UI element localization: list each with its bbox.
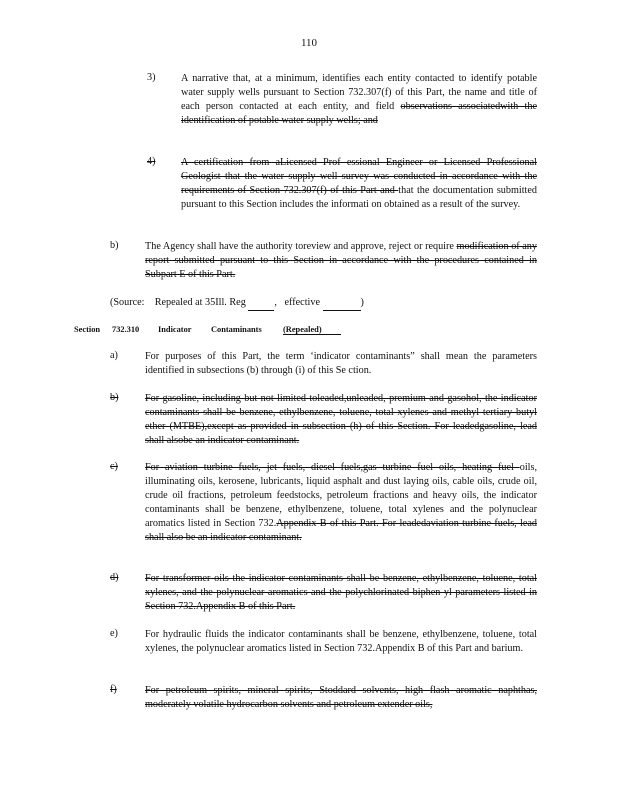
item-4-text-part2: that the documentation submitted pursuant to this Section includes the informati on obtained as a result of the survey.: [181, 185, 537, 210]
section-number: 732.310: [112, 325, 140, 334]
source-prefix: (Source:: [110, 297, 145, 308]
subsection-a-part1: For purposes of this Part, the term ‘indicator contaminants” shall mean the parameters identified in subsections (b) through (i) of this Se ction.: [145, 351, 537, 376]
item-b-text: [145, 240, 537, 282]
item-4-text: [181, 156, 537, 212]
source-repealed: Repealed at 35Ill. Reg: [154, 297, 246, 308]
subsection-a-text: [145, 350, 537, 378]
subsection-c-part2: oils, illuminating oils, kerosene, lubricants, liquid asphalt and dust laying oils, cable oils, crude oil, crude oil fractions, petroleum feedstocks, petroleum fractions and heavy oils, the indicator contaminants shall be benzene, ethylbenzene, toluene, total xylenes and the polynuclear aromatics listed in Section 732.: [145, 462, 537, 529]
source-note: (Source: Repealed at 35Ill. Reg , effective ): [110, 296, 364, 311]
subsection-label-d: d): [110, 572, 119, 583]
blank-effective: [323, 296, 361, 311]
section-title-1: Indicator: [158, 325, 192, 334]
subsection-b-text: [145, 392, 537, 448]
subsection-d-text: [145, 572, 537, 614]
subsection-label-b: b): [110, 392, 119, 403]
source-effective: effective: [284, 297, 320, 308]
item-3-text-part1: A narrative that, at a minimum, identifies each entity contacted to identify potable water supply wells pursuant to Section 732.307(f) of this Part, the name and title of each person contacted at each entity, and field: [181, 73, 537, 112]
section-heading: [74, 325, 544, 339]
item-4-text-struck: A certification from aLicensed Prof essional Engineer or Licensed Professional Geologist that the water supply well survey was conducted in accordance with the requirements of Section 732.307(f) of this Part and: [181, 157, 537, 196]
subsection-label-a: a): [110, 350, 118, 361]
subsection-c-struck-2: Appendix B of this Part. For leadedaviation turbine fuels, lead shall also be an indicator contaminant.: [145, 518, 537, 543]
subsection-c-struck-1: For aviation turbine fuels, jet fuels, diesel fuels,gas turbine fuel oils, heating fuel: [145, 462, 520, 473]
item-label-b: b): [110, 240, 119, 251]
item-b-text-part1: The Agency shall have the authority toreview and approve, reject or require: [145, 241, 457, 252]
subsection-b-struck: For gasoline, including but not limited toleaded,unleaded, premium and gasohol, the indicator contaminants shall be benzene, ethylbenzene, toluene, total xylenes and methyl tertiary butyl ether (MTBE),except as provided in subsection (h) of this Section. For leadedgasoline, lead shall alsobe an indicator contaminant.: [145, 393, 537, 446]
item-3-text-struck: observations associatedwith the identification of potable water supply wells; and: [181, 101, 537, 126]
subsection-e-text: [145, 628, 537, 656]
subsection-e-part1: For hydraulic fluids the indicator contaminants shall be benzene, ethylbenzene, toluene, total xylenes, the polynuclear aromatics listed in Section 732.Appendix B of this Part and barium.: [145, 629, 537, 654]
subsection-label-c: c): [110, 461, 118, 472]
blank-reg: [248, 296, 274, 311]
section-status: (Repealed): [283, 325, 341, 335]
item-3-text: [181, 72, 537, 128]
subsection-f-struck: For petroleum spirits, mineral spirits, Stoddard solvents, high flash aromatic naphthas, moderately volatile hydrocarbon solvents and petroleum extender oils,: [145, 685, 537, 710]
section-title-2: Contaminants: [211, 325, 262, 334]
subsection-d-struck: For transformer oils the indicator contaminants shall be benzene, ethylbenzene, toluene, total xylenes, and the polynuclear aromatics and the polychlorinated biphen yl parameters listed in Section 732.Appendix B of this Part.: [145, 573, 537, 612]
item-label-3: 3): [147, 72, 156, 83]
subsection-f-text: [145, 684, 537, 712]
subsection-c-text: [145, 461, 537, 545]
item-label-4: 4): [147, 156, 156, 167]
page-number: 110: [300, 37, 318, 49]
section-word: Section: [74, 325, 101, 334]
item-b-text-struck: modification of any report submitted pursuant to this Section in accordance with the procedures contained in Subpart E of this Part.: [145, 241, 537, 280]
subsection-label-e: e): [110, 628, 118, 639]
source-close: ): [360, 297, 364, 308]
subsection-label-f: f): [110, 684, 117, 695]
